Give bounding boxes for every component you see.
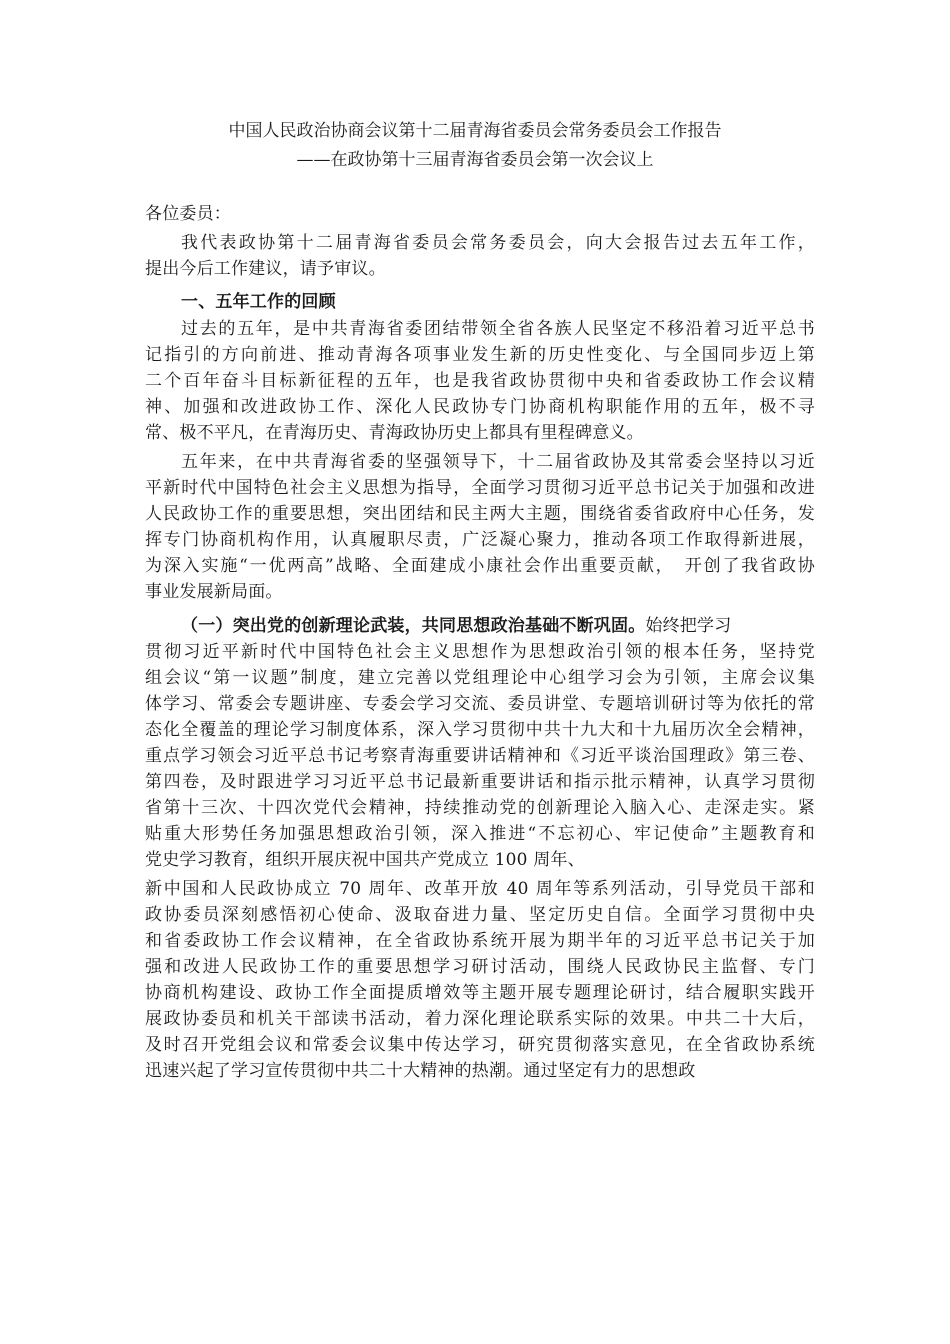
paragraph-line: 二个百年奋斗目标新征程的五年，也是我省政协贯彻中央和省委政协工作会议精 (145, 371, 815, 391)
paragraph-line: 神、加强和改进政协工作、深化人民政协专门协商机构职能作用的五年，极不寻 (145, 397, 815, 417)
paragraph-line: 和省委政协工作会议精神，在全省政协系统开展为期半年的习近平总书记关于加 (145, 931, 815, 951)
paragraph-line: 常、极不平凡，在青海历史、青海政协历史上都具有里程碑意义。 (145, 423, 644, 443)
paragraph-line: 事业发展新局面。 (145, 582, 283, 602)
intro-line: 我代表政协第十二届青海省委员会常务委员会，向大会报告过去五年工作， (181, 233, 815, 253)
paragraph-line: 记指引的方向前进、推动青海各项事业发生新的历史性变化、与全国同步迈上第 (145, 345, 815, 365)
document-subtitle: ——在政协第十三届青海省委员会第一次会议上 (296, 150, 654, 170)
paragraph-line: 五年来，在中共青海省委的坚强领导下，十二届省政协及其常委会坚持以习近 (181, 452, 815, 472)
paragraph-line: 展政协委员和机关干部读书活动，着力深化理论联系实际的效果。中共二十大后， (145, 1009, 815, 1029)
section-heading: 一、五年工作的回顾 (181, 292, 336, 312)
paragraph-line: 党史学习教育，组织开展庆祝中国共产党成立 100 周年、 (145, 850, 585, 870)
subsection-first-text: 始终把学习 (645, 616, 732, 636)
paragraph-line: 体学习、常委会专题讲座、专委会学习交流、委员讲堂、专题培训研讨等为依托的常 (145, 694, 815, 714)
paragraph-line: 协商机构建设、政协工作全面提质增效等主题开展专题理论研讨，结合履职实践开 (145, 983, 815, 1003)
paragraph-line: 过去的五年，是中共青海省委团结带领全省各族人民坚定不移沿着习近平总书 (181, 319, 815, 339)
paragraph-line: 重点学习领会习近平总书记考察青海重要讲话精神和《习近平谈治国理政》第三卷、 (145, 746, 815, 766)
paragraph-line: 组会议“第一议题”制度，建立完善以党组理论中心组学习会为引领，主席会议集 (145, 668, 815, 688)
paragraph-line: 强和改进人民政协工作的重要思想学习研讨活动，围绕人民政协民主监督、专门 (145, 957, 815, 977)
salutation: 各位委员： (145, 204, 231, 224)
paragraph-line: 为深入实施“一优两高”战略、全面建成小康社会作出重要贡献， 开创了我省政协 (145, 556, 815, 576)
subsection-heading: （一）突出党的创新理论武装，共同思想政治基础不断巩固。 (181, 616, 646, 636)
paragraph-line: 省第十三次、十四次党代会精神，持续推动党的创新理论入脑入心、走深走实。紧 (145, 798, 815, 818)
paragraph-line: 态化全覆盖的理论学习制度体系，深入学习贯彻中共十九大和十九届历次全会精神， (145, 720, 815, 740)
paragraph-line: 贯彻习近平新时代中国特色社会主义思想作为思想政治引领的根本任务，坚持党 (145, 642, 815, 662)
paragraph-line: 挥专门协商机构作用，认真履职尽责，广泛凝心聚力，推动各项工作取得新进展， (145, 530, 815, 550)
paragraph-line: 第四卷，及时跟进学习习近平总书记最新重要讲话和指示批示精神，认真学习贯彻 (145, 772, 815, 792)
subsection-first-line (181, 613, 815, 639)
paragraph-line: 迅速兴起了学习宣传贯彻中共二十大精神的热潮。通过坚定有力的思想政 (145, 1061, 696, 1081)
paragraph-line: 及时召开党组会议和常委会议集中传达学习，研究贯彻落实意见，在全省政协系统 (145, 1035, 815, 1055)
paragraph-line: 政协委员深刻感悟初心使命、汲取奋进力量、坚定历史自信。全面学习贯彻中央 (145, 905, 815, 925)
document-title: 中国人民政治协商会议第十二届青海省委员会常务委员会工作报告 (228, 121, 722, 141)
paragraph-line: 新中国和人民政协成立 70 周年、改革开放 40 周年等系列活动，引导党员干部和 (145, 879, 815, 899)
paragraph-line: 贴重大形势任务加强思想政治引领，深入推进“不忘初心、牢记使命”主题教育和 (145, 824, 815, 844)
paragraph-line: 平新时代中国特色社会主义思想为指导，全面学习贯彻习近平总书记关于加强和改进 (145, 478, 815, 498)
paragraph-line: 人民政协工作的重要思想，突出团结和民主两大主题，围绕省委省政府中心任务，发 (145, 504, 815, 524)
intro-line: 提出今后工作建议，请予审议。 (145, 259, 386, 279)
